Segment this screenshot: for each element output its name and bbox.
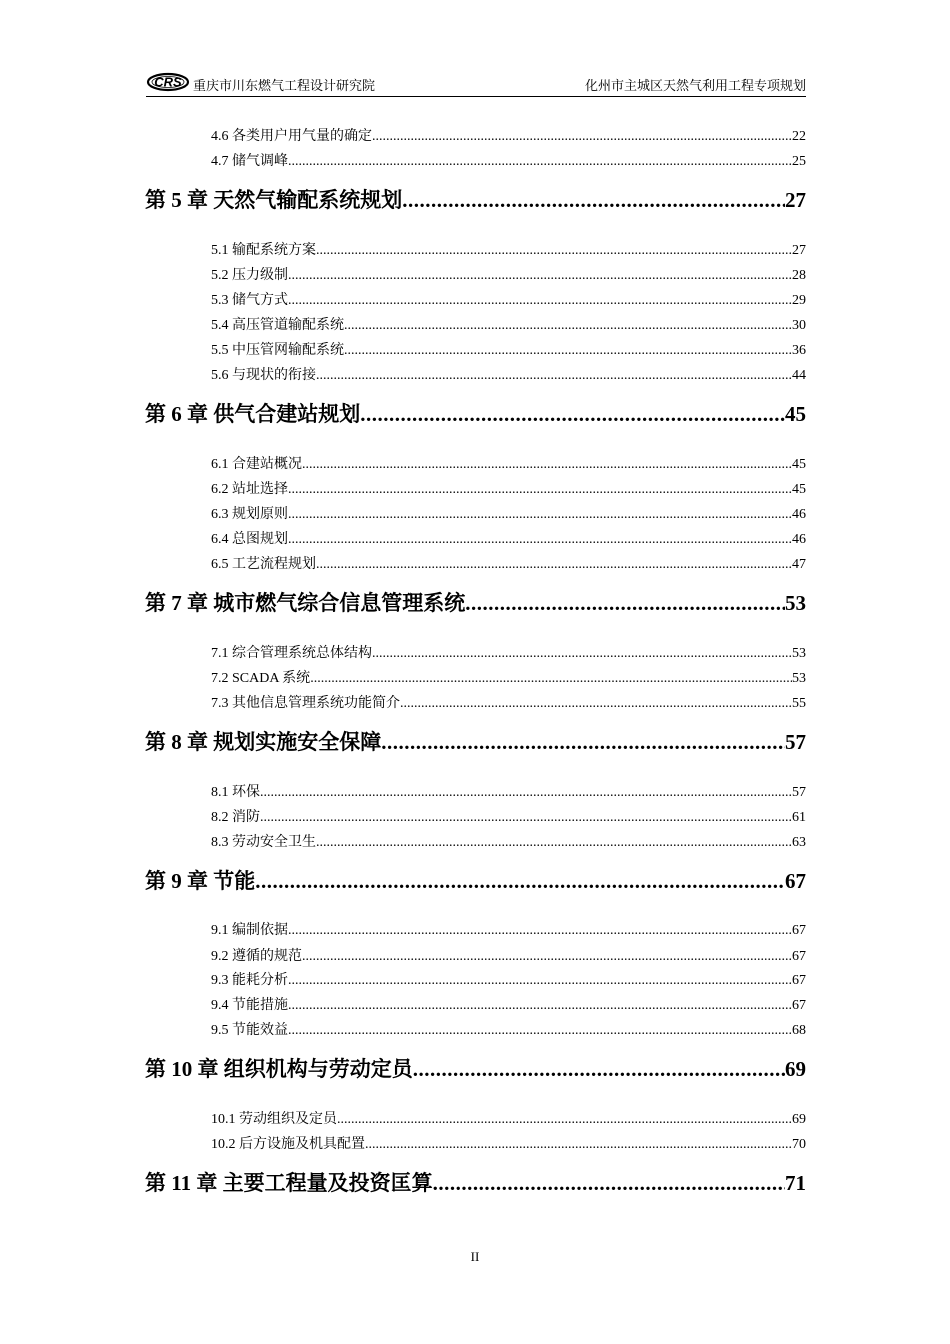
toc-dot-leader [310,669,792,689]
toc-entry-page-number: 53 [792,671,806,686]
toc-chapter-entry[interactable] [145,588,806,618]
toc-dot-leader [372,644,792,664]
toc-entry-page-number: 53 [792,646,806,661]
header-document-title: 化州市主城区天然气利用工程专项规划 [584,78,806,93]
toc-section-entry[interactable] [211,530,806,550]
toc-entry-page-number: 45 [785,402,806,426]
toc-entry-page-number: 63 [792,835,806,850]
toc-section-entry[interactable] [211,783,806,803]
toc-entry-page-number: 46 [792,507,806,522]
toc-dot-leader [344,316,792,336]
toc-entry-page-number: 46 [792,532,806,547]
toc-section-entry[interactable] [211,480,806,500]
toc-section-entry[interactable] [211,1135,806,1155]
toc-chapter-entry[interactable] [145,1054,806,1084]
toc-entry-title: 8.2 消防 [211,810,260,825]
toc-entry-title: 第 6 章 供气合建站规划 [145,402,361,426]
toc-entry-title: 5.4 高压管道输配系统 [211,318,344,333]
toc-dot-leader [288,921,792,941]
toc-entry-title: 10.2 后方设施及机具配置 [211,1137,365,1152]
toc-entry-page-number: 67 [792,998,806,1013]
toc-entry-page-number: 68 [792,1023,806,1038]
toc-section-entry[interactable] [211,241,806,261]
toc-entry-page-number: 27 [785,188,806,212]
toc-entry-page-number: 67 [792,923,806,938]
toc-dot-leader [365,1135,792,1155]
toc-section-entry[interactable] [211,266,806,286]
toc-entry-title: 第 10 章 组织机构与劳动定员 [145,1057,413,1081]
toc-entry-title: 6.3 规划原则 [211,507,288,522]
toc-dot-leader [337,1110,792,1130]
toc-dot-leader [288,266,792,286]
toc-dot-leader [288,530,792,550]
toc-chapter-entry[interactable] [145,185,806,215]
toc-entry-page-number: 28 [792,268,806,283]
toc-dot-leader [288,152,792,172]
page-header [146,72,806,97]
toc-dot-leader [288,480,792,500]
toc-section-entry[interactable] [211,669,806,689]
toc-entry-page-number: 55 [792,696,806,711]
toc-chapter-entry[interactable] [145,727,806,757]
toc-chapter-entry[interactable] [145,866,806,896]
toc-section-entry[interactable] [211,455,806,475]
toc-dot-leader [260,783,792,803]
page-number: II [470,1249,480,1264]
toc-entry-page-number: 36 [792,343,806,358]
toc-section-entry[interactable] [211,694,806,714]
toc-entry-title: 第 7 章 城市燃气综合信息管理系统 [145,591,466,615]
toc-dot-leader [433,1168,785,1198]
toc-entry-title: 6.1 合建站概况 [211,457,302,472]
toc-entry-page-number: 67 [785,869,806,893]
toc-entry-page-number: 25 [792,154,806,169]
toc-entry-page-number: 57 [785,730,806,754]
toc-section-entry[interactable] [211,127,806,147]
toc-section-entry[interactable] [211,316,806,336]
toc-entry-title: 9.1 编制依据 [211,923,288,938]
toc-section-entry[interactable] [211,1021,806,1041]
toc-dot-leader [316,833,792,853]
toc-section-entry[interactable] [211,291,806,311]
toc-entry-title: 5.1 输配系统方案 [211,243,316,258]
toc-entry-title: 第 5 章 天然气输配系统规划 [145,188,403,212]
toc-entry-page-number: 69 [792,1112,806,1127]
toc-dot-leader [260,808,792,828]
toc-entry-title: 5.5 中压管网输配系统 [211,343,344,358]
toc-entry-title: 7.1 综合管理系统总体结构 [211,646,372,661]
toc-dot-leader [288,505,792,525]
toc-entry-title: 8.1 环保 [211,785,260,800]
toc-entry-title: 9.4 节能措施 [211,998,288,1013]
toc-entry-title: 6.5 工艺流程规划 [211,557,316,572]
toc-entry-page-number: 45 [792,457,806,472]
toc-dot-leader [400,694,792,714]
toc-dot-leader [288,971,792,991]
toc-entry-title: 4.6 各类用户用气量的确定 [211,129,372,144]
toc-section-entry[interactable] [211,808,806,828]
toc-entry-page-number: 71 [785,1171,806,1195]
toc-entry-page-number: 57 [792,785,806,800]
toc-entry-page-number: 67 [792,949,806,964]
toc-entry-title: 6.4 总图规划 [211,532,288,547]
toc-entry-title: 9.3 能耗分析 [211,973,288,988]
toc-entry-title: 7.2 SCADA 系统 [211,671,311,686]
toc-section-entry[interactable] [211,996,806,1016]
toc-entry-title: 第 11 章 主要工程量及投资匡算 [145,1171,433,1195]
toc-entry-page-number: 67 [792,973,806,988]
toc-dot-leader [316,241,792,261]
toc-dot-leader [302,947,792,967]
toc-dot-leader [402,185,785,215]
toc-section-entry[interactable] [211,505,806,525]
toc-chapter-entry[interactable] [145,1168,806,1198]
toc-dot-leader [288,291,792,311]
toc-section-entry[interactable] [211,833,806,853]
toc-dot-leader [381,727,785,757]
toc-section-entry[interactable] [211,152,806,172]
svg-text:CRS: CRS [154,74,182,90]
toc-entry-page-number: 47 [792,557,806,572]
toc-section-entry[interactable] [211,947,806,967]
toc-dot-leader [360,399,785,429]
toc-dot-leader [372,127,792,147]
toc-entry-title: 7.3 其他信息管理系统功能简介 [211,696,400,711]
toc-dot-leader [288,1021,792,1041]
toc-entry-title: 5.2 压力级制 [211,268,288,283]
toc-entry-title: 第 9 章 节能 [145,869,256,893]
toc-dot-leader [302,455,792,475]
toc-entry-page-number: 44 [792,368,806,383]
header-organization: 重庆市川东燃气工程设计研究院 [193,78,376,93]
toc-entry-page-number: 69 [785,1057,806,1081]
toc-entry-title: 5.6 与现状的衔接 [211,368,316,383]
toc-section-entry[interactable] [211,341,806,361]
toc-dot-leader [255,866,785,896]
toc-entry-page-number: 70 [792,1137,806,1152]
toc-entry-title: 6.2 站址选择 [211,482,288,497]
toc-dot-leader [344,341,792,361]
toc-entry-page-number: 30 [792,318,806,333]
toc-dot-leader [413,1054,785,1084]
toc-entry-page-number: 45 [792,482,806,497]
toc-section-entry[interactable] [211,644,806,664]
toc-entry-page-number: 61 [792,810,806,825]
toc-entry-title: 5.3 储气方式 [211,293,288,308]
toc-entry-title: 4.7 储气调峰 [211,154,288,169]
toc-entry-title: 10.1 劳动组织及定员 [211,1112,337,1127]
toc-entry-page-number: 29 [792,293,806,308]
toc-entry-title: 第 8 章 规划实施安全保障 [145,730,382,754]
toc-entry-title: 9.5 节能效益 [211,1023,288,1038]
toc-section-entry[interactable] [211,555,806,575]
toc-section-entry[interactable] [211,921,806,941]
toc-dot-leader [465,588,785,618]
toc-dot-leader [316,366,792,386]
toc-entry-title: 8.3 劳动安全卫生 [211,835,316,850]
crs-logo [146,72,190,92]
toc-dot-leader [288,996,792,1016]
toc-chapter-entry[interactable] [145,399,806,429]
toc-entry-page-number: 27 [792,243,806,258]
toc-dot-leader [316,555,792,575]
toc-section-entry[interactable] [211,366,806,386]
toc-entry-page-number: 53 [785,591,806,615]
toc-section-entry[interactable] [211,971,806,991]
toc-section-entry[interactable] [211,1110,806,1130]
toc-entry-page-number: 22 [792,129,806,144]
toc-entry-title: 9.2 遵循的规范 [211,949,302,964]
